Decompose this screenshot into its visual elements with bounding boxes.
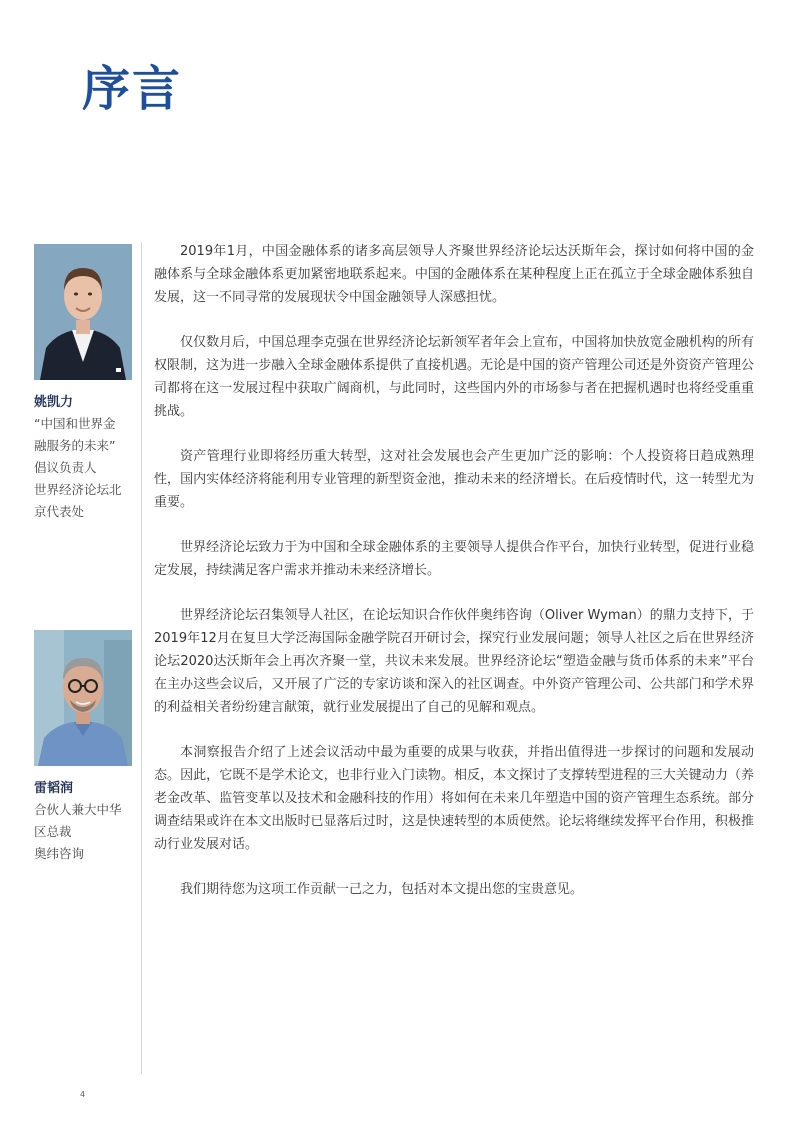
paragraph-1: 2019年1月，中国金融体系的诸多高层领导人齐聚世界经济论坛达沃斯年会，探讨如何将中国的金融体系与全球金融体系更加紧密地联系起来。中国的金融体系在某种程度上正在孤立于全球金融体系独自发展，这一不同寻常的发展现状令中国金融领导人深感担忧。 — [154, 244, 754, 305]
author-card-2 — [34, 630, 134, 865]
paragraph-6: 本洞察报告介绍了上述会议活动中最为重要的成果与收获，并指出值得进一步探讨的问题和发展动态。因此，它既不是学术论文，也非行业入门读物。相反，本文探讨了支撑转型进程的三大关键动力（养老金改革、监管变革以及技术和金融科技的作用）将如何在未来几年塑造中国的资产管理生态系统。部分调查结果或许在本文出版时已显落后过时，这是快速转型的本质使然。论坛将继续发挥平台作用，积极推动行业发展对话。 — [154, 745, 754, 852]
author-photo-1 — [34, 244, 132, 380]
author-name-1: 姚凯力 — [34, 395, 74, 410]
paragraph-5: 世界经济论坛召集领导人社区，在论坛知识合作伙伴奥纬咨询（Oliver Wyman）的鼎力支持下，于2019年12月在复旦大学泛海国际金融学院召开研讨会，探究行业发展问题；领导人社区之后在世界经济论坛2020达沃斯年会上再次齐聚一堂，共议未来发展。世界经济论坛“塑造金融与货币体系的未来”平台在主办这些会议后，又开展了广泛的专家访谈和深入的社区调查。中外资产管理公司、公共部门和学术界的利益相关者纷纷建言献策，就行业发展提出了自己的见解和观点。 — [154, 608, 754, 715]
author-role-2: 合伙人兼大中华 区总裁 奥纬咨询 — [34, 802, 122, 861]
preface-body — [154, 240, 754, 923]
page-number: 4 — [80, 1090, 86, 1099]
author-name-2: 雷韬润 — [34, 781, 74, 796]
paragraph-3: 资产管理行业即将经历重大转型，这对社会发展也会产生更加广泛的影响：个人投资将日趋成熟理性，国内实体经济将能利用专业管理的新型资金池，推动未来的经济增长。在后疫情时代，这一转型尤为重要。 — [154, 449, 754, 510]
page-title: 序言 — [82, 61, 183, 117]
paragraph-7: 我们期待您为这项工作贡献一己之力，包括对本文提出您的宝贵意见。 — [180, 882, 584, 897]
column-divider — [141, 242, 142, 1074]
paragraph-2: 仅仅数月后，中国总理李克强在世界经济论坛新领军者年会上宣布，中国将加快放宽金融机构的所有权限制，这为进一步融入全球金融体系提供了直接机遇。无论是中国的资产管理公司还是外资资产管理公司都将在这一发展过程中获取广阔商机，与此同时，这些国内外的市场参与者在把握机遇时也将经受重重挑战。 — [154, 335, 754, 419]
author-card-1 — [34, 244, 134, 523]
author-role-1: “中国和世界金 融服务的未来” 倡议负责人 世界经济论坛北 京代表处 — [34, 416, 122, 519]
paragraph-4: 世界经济论坛致力于为中国和全球金融体系的主要领导人提供合作平台，加快行业转型，促进行业稳定发展，持续满足客户需求并推动未来经济增长。 — [154, 540, 754, 578]
author-photo-2 — [34, 630, 132, 766]
